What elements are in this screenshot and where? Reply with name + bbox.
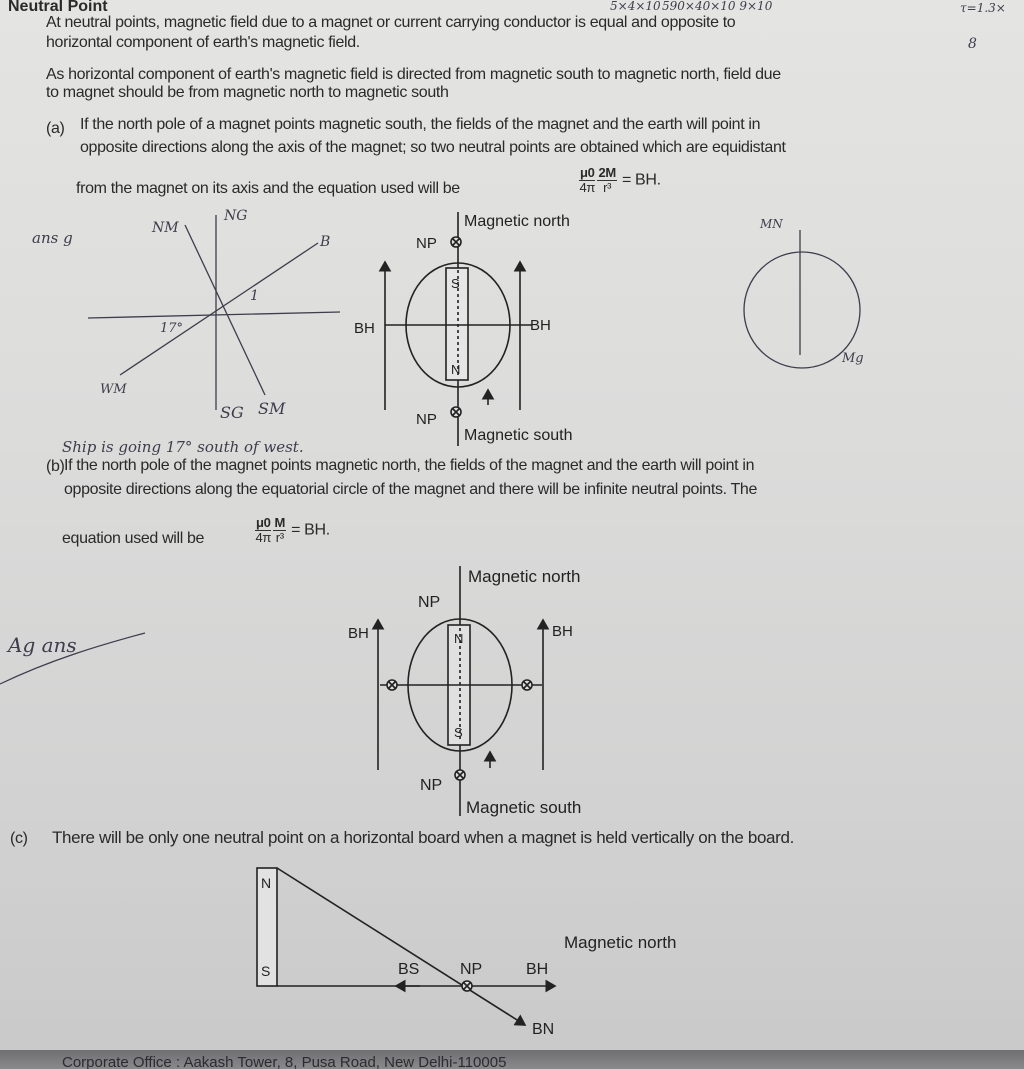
handwritten-note: ans g <box>32 229 73 247</box>
diagram-c <box>257 868 555 1025</box>
bn-label: BN <box>532 1021 555 1038</box>
case-b-label: (b) <box>46 458 65 475</box>
handwritten-note: B <box>320 234 331 250</box>
magnetic-north-label: Magnetic north <box>564 933 677 952</box>
bh-label: BH <box>348 625 369 642</box>
eq-rhs: = BH. <box>291 521 330 539</box>
handwritten-note: 1 <box>250 288 259 304</box>
pole-label: N <box>261 875 272 891</box>
eq-den: 4π <box>255 530 271 545</box>
np-label: NP <box>460 961 483 978</box>
scribble: τ=1.3× <box>960 1 1006 15</box>
handwritten-note: Ag ans <box>8 633 77 657</box>
magnetic-south-label: Magnetic south <box>464 427 573 444</box>
handwritten-note: SG <box>220 403 244 422</box>
case-a-label: (a) <box>46 120 65 137</box>
eq-num: M <box>274 515 285 530</box>
handwritten-note: NM <box>152 220 179 236</box>
np-label: NP <box>420 777 443 794</box>
bs-label: BS <box>398 961 420 978</box>
paragraph-line: At neutral points, magnetic field due to a magnet or current carrying conductor is equal and opposite to <box>46 14 736 31</box>
bh-label: BH <box>526 961 549 978</box>
page-title: Neutral Point <box>8 0 108 15</box>
case-b-line: opposite directions along the equatorial circle of the magnet and there will be infinite neutral points. The <box>64 481 758 498</box>
footer: Corporate Office : Aakash Tower, 8, Pusa Road, New Delhi-110005 <box>0 1050 1024 1069</box>
diagram-b <box>378 566 543 816</box>
scribble: 590×40×10 9×10 <box>662 0 773 13</box>
magnetic-south-label: Magnetic south <box>466 798 582 817</box>
eq-den: r³ <box>603 180 612 195</box>
bh-label: BH <box>552 623 573 640</box>
handwritten-note: WM <box>100 382 127 397</box>
pole-label: S <box>454 725 463 740</box>
eq-num: 2M <box>598 165 616 180</box>
handwritten-note: Ship is going 17° south of west. <box>62 438 304 456</box>
handwritten-note: SM <box>258 399 286 418</box>
scribble: 8 <box>968 36 977 52</box>
pole-label: N <box>454 631 464 646</box>
handwritten-note: MN <box>760 217 783 231</box>
case-b-line: equation used will be <box>62 530 205 547</box>
np-label: NP <box>418 594 441 611</box>
np-label: NP <box>416 235 437 252</box>
handwritten-note: NG <box>224 208 248 224</box>
pole-label: N <box>451 362 461 377</box>
pole-label: S <box>261 963 271 979</box>
magnetic-north-label: Magnetic north <box>468 567 581 586</box>
scribble: 5×4×10 <box>610 0 661 13</box>
bh-label: BH <box>530 317 551 334</box>
paragraph-line: to magnet should be from magnetic north to magnetic south <box>46 84 449 101</box>
handwritten-note: Mg <box>842 351 864 366</box>
case-c-label: (c) <box>10 830 28 847</box>
case-a-line: from the magnet on its axis and the equation used will be <box>76 180 460 197</box>
case-a-line: If the north pole of a magnet points magnetic south, the fields of the magnet and the earth will point in <box>80 116 761 133</box>
eq-num: μ0 <box>256 515 271 530</box>
eq-den: 4π <box>579 180 595 195</box>
paragraph-line: As horizontal component of earth's magnetic field is directed from magnetic south to magnetic north, field due <box>46 66 781 83</box>
eq-num: μ0 <box>580 165 595 180</box>
handwritten-note: 17° <box>160 321 184 336</box>
magnetic-north-label: Magnetic north <box>464 213 570 230</box>
case-b-line: If the north pole of the magnet points magnetic north, the fields of the magnet and the earth will point in <box>64 457 755 474</box>
bh-label: BH <box>354 320 375 337</box>
eq-den: r³ <box>275 530 284 545</box>
case-c-line: There will be only one neutral point on a horizontal board when a magnet is held vertically on the board. <box>52 828 794 847</box>
case-a-line: opposite directions along the axis of the magnet; so two neutral points are obtained which are equidistant <box>80 139 786 156</box>
np-label: NP <box>416 411 437 428</box>
paragraph-line: horizontal component of earth's magnetic field. <box>46 34 360 51</box>
diagram-a <box>385 212 532 446</box>
pole-label: S <box>451 276 460 291</box>
handwritten-compass-sketch <box>88 215 860 410</box>
eq-rhs: = BH. <box>621 171 661 189</box>
